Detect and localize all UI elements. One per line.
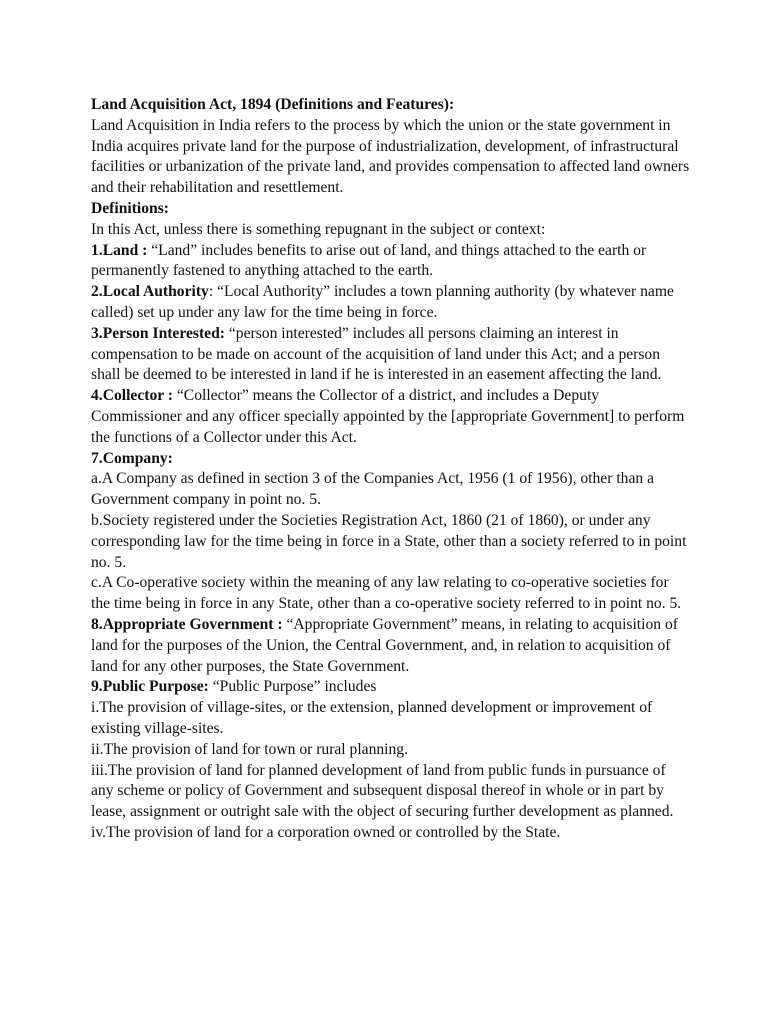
definition-text: “Appropriate Government” means, in relating to acquisition of land for the purposes of the Union, the Central Government, and, in relation to acquisition of land for any other purposes, the State Government.	[91, 615, 678, 675]
definitions-intro: In this Act, unless there is something repugnant in the subject or context:	[91, 220, 546, 238]
document-title: Land Acquisition Act, 1894 (Definitions and Features):	[91, 96, 455, 113]
public-purpose-item-iii: iii.The provision of land for planned development of land from public funds in pursuance of any scheme or policy of Government and subsequent disposal thereof in whole or in part by lease, assignment or outright sale with the object of securing further development as planned.	[91, 761, 674, 821]
public-purpose-item-i: i.The provision of village-sites, or the extension, planned development or improvement of existing village-sites.	[91, 699, 653, 737]
company-item-c: c.A Co-operative society within the meaning of any law relating to co-operative societies for the time being in force in any State, other than a co-operative society referred to in point no. 5.	[91, 574, 682, 613]
public-purpose-item-iv: iv.The provision of land for a corporation owned or controlled by the State.	[91, 823, 561, 841]
company-item-a: a.A Company as defined in section 3 of the Companies Act, 1956 (1 of 1956), other than a Government company in point no. 5.	[91, 470, 654, 509]
definition-person-interested	[91, 324, 691, 386]
definition-term: 8.Appropriate Government :	[91, 615, 283, 633]
public-purpose-item-ii: ii.The provision of land for town or rural planning.	[91, 740, 409, 758]
definition-collector	[91, 386, 691, 448]
intro-paragraph: Land Acquisition in India refers to the process by which the union or the state government in India acquires private land for the purpose of industrialization, development, of infrastructural facilities or urbanization of the private land, and provides compensation to affected land owners and their rehabilitation and resettlement.	[91, 116, 690, 197]
definition-appropriate-government	[91, 615, 691, 677]
definition-term: 2.Local Authority	[91, 283, 209, 301]
definition-text: “person interested” includes all persons claiming an interest in compensation to be made on account of the acquisition of land under this Act; and a person shall be deemed to be interested in land if he is interested in an easement affecting the land.	[91, 324, 662, 384]
definition-text: : “Local Authority” includes a town planning authority (by whatever name called) set up under any law for the time being in force.	[91, 283, 674, 321]
definition-text: “Land” includes benefits to arise out of land, and things attached to the earth or permanently fastened to anything attached to the earth.	[91, 241, 647, 280]
document-body	[91, 95, 691, 844]
company-item-b: b.Society registered under the Societies Registration Act, 1860 (21 of 1860), or under any corresponding law for the time being in force in a State, other than a society referred to in point no. 5.	[91, 511, 687, 571]
definition-land	[91, 241, 691, 283]
definition-term: 3.Person Interested:	[91, 324, 225, 342]
definition-local-authority	[91, 282, 691, 324]
definition-company-heading: 7.Company:	[91, 449, 173, 467]
definition-term: 9.Public Purpose:	[91, 678, 209, 696]
definition-text: “Public Purpose” includes	[208, 678, 377, 696]
definition-term: 1.Land :	[91, 241, 148, 259]
definition-term: 4.Collector :	[91, 387, 173, 405]
definitions-heading: Definitions:	[91, 199, 169, 217]
definition-public-purpose	[91, 677, 691, 698]
definition-text: “Collector” means the Collector of a district, and includes a Deputy Commissioner and any officer specially appointed by the [appropriate Government] to perform the functions of a Collector under this Act.	[91, 387, 685, 446]
